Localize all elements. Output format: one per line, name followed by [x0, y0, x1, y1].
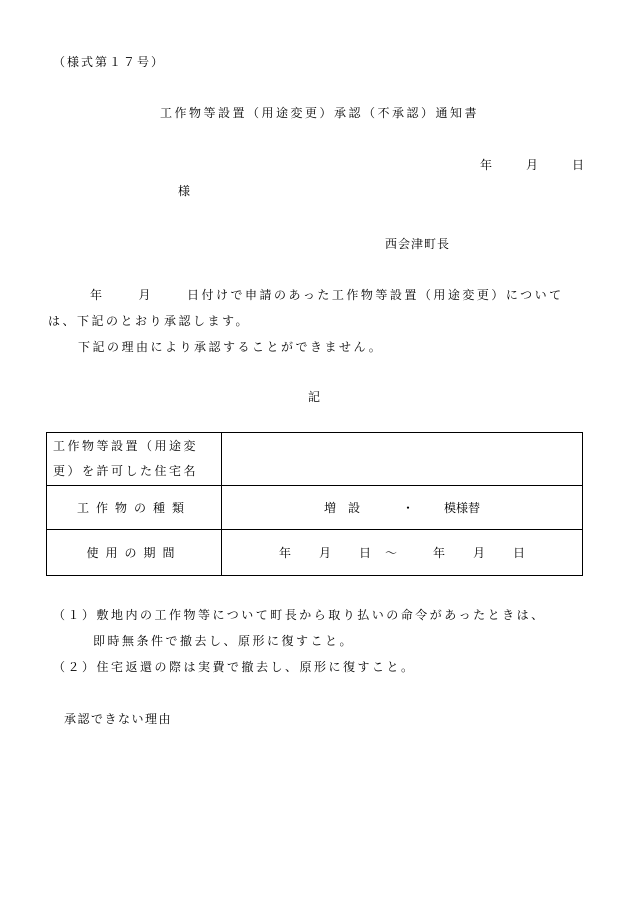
period-tilde: ～: [384, 546, 397, 560]
structure-type-label: 工作物の種類: [47, 486, 222, 530]
table-row: [47, 433, 583, 486]
date-month: 月: [526, 158, 539, 172]
usage-period-value: [222, 530, 583, 576]
period-end-month: 月: [473, 546, 486, 560]
ki-heading: 記: [308, 390, 321, 404]
document-title: 工作物等設置（用途変更）承認（不承認）通知書: [160, 106, 480, 120]
note-2: （２）住宅返還の際は実費で撤去し、原形に復すこと。: [53, 660, 416, 674]
body-line-3: 下記の理由により承認することができません。: [78, 340, 384, 354]
info-table: [46, 432, 583, 576]
body-month: 月: [138, 288, 154, 302]
option-extension[interactable]: 増設: [323, 501, 372, 515]
note-1: （１）敷地内の工作物等について町長から取り払いの命令があったときは、: [53, 608, 546, 622]
option-remodel[interactable]: 模様替: [444, 501, 481, 515]
body-year: 年: [90, 288, 105, 302]
form-number: （様式第１７号）: [53, 55, 166, 69]
issue-date: [480, 156, 584, 173]
house-name-label-line2: 更）を許可した住宅名: [53, 464, 199, 478]
house-name-value[interactable]: [222, 433, 583, 486]
issuer-name: 西会津町長: [385, 237, 451, 251]
recipient-honorific: 様: [178, 184, 191, 198]
option-separator: ・: [401, 501, 414, 515]
body-line-2: は、下記のとおり承認します。: [48, 314, 251, 328]
period-end-year: 年: [433, 546, 446, 560]
table-row: [47, 486, 583, 530]
house-name-label: [47, 433, 222, 486]
period-start-month: 月: [318, 546, 331, 560]
usage-period-label: 使用の期間: [47, 530, 222, 576]
period-start-day: 日: [358, 546, 371, 560]
date-year: 年: [480, 158, 493, 172]
body-text: 日付けで申請のあった工作物等設置（用途変更）について: [187, 288, 564, 302]
body-line-1: [90, 286, 564, 303]
table-row: [47, 530, 583, 576]
period-start-year: 年: [278, 546, 291, 560]
house-name-label-line1: 工作物等設置（用途変: [53, 439, 199, 453]
note-1-continued: 即時無条件で撤去し、原形に復すこと。: [93, 634, 355, 648]
reason-label: 承認できない理由: [64, 712, 173, 726]
structure-type-value: [222, 486, 583, 530]
period-end-day: 日: [513, 546, 526, 560]
date-day: 日: [572, 158, 585, 172]
